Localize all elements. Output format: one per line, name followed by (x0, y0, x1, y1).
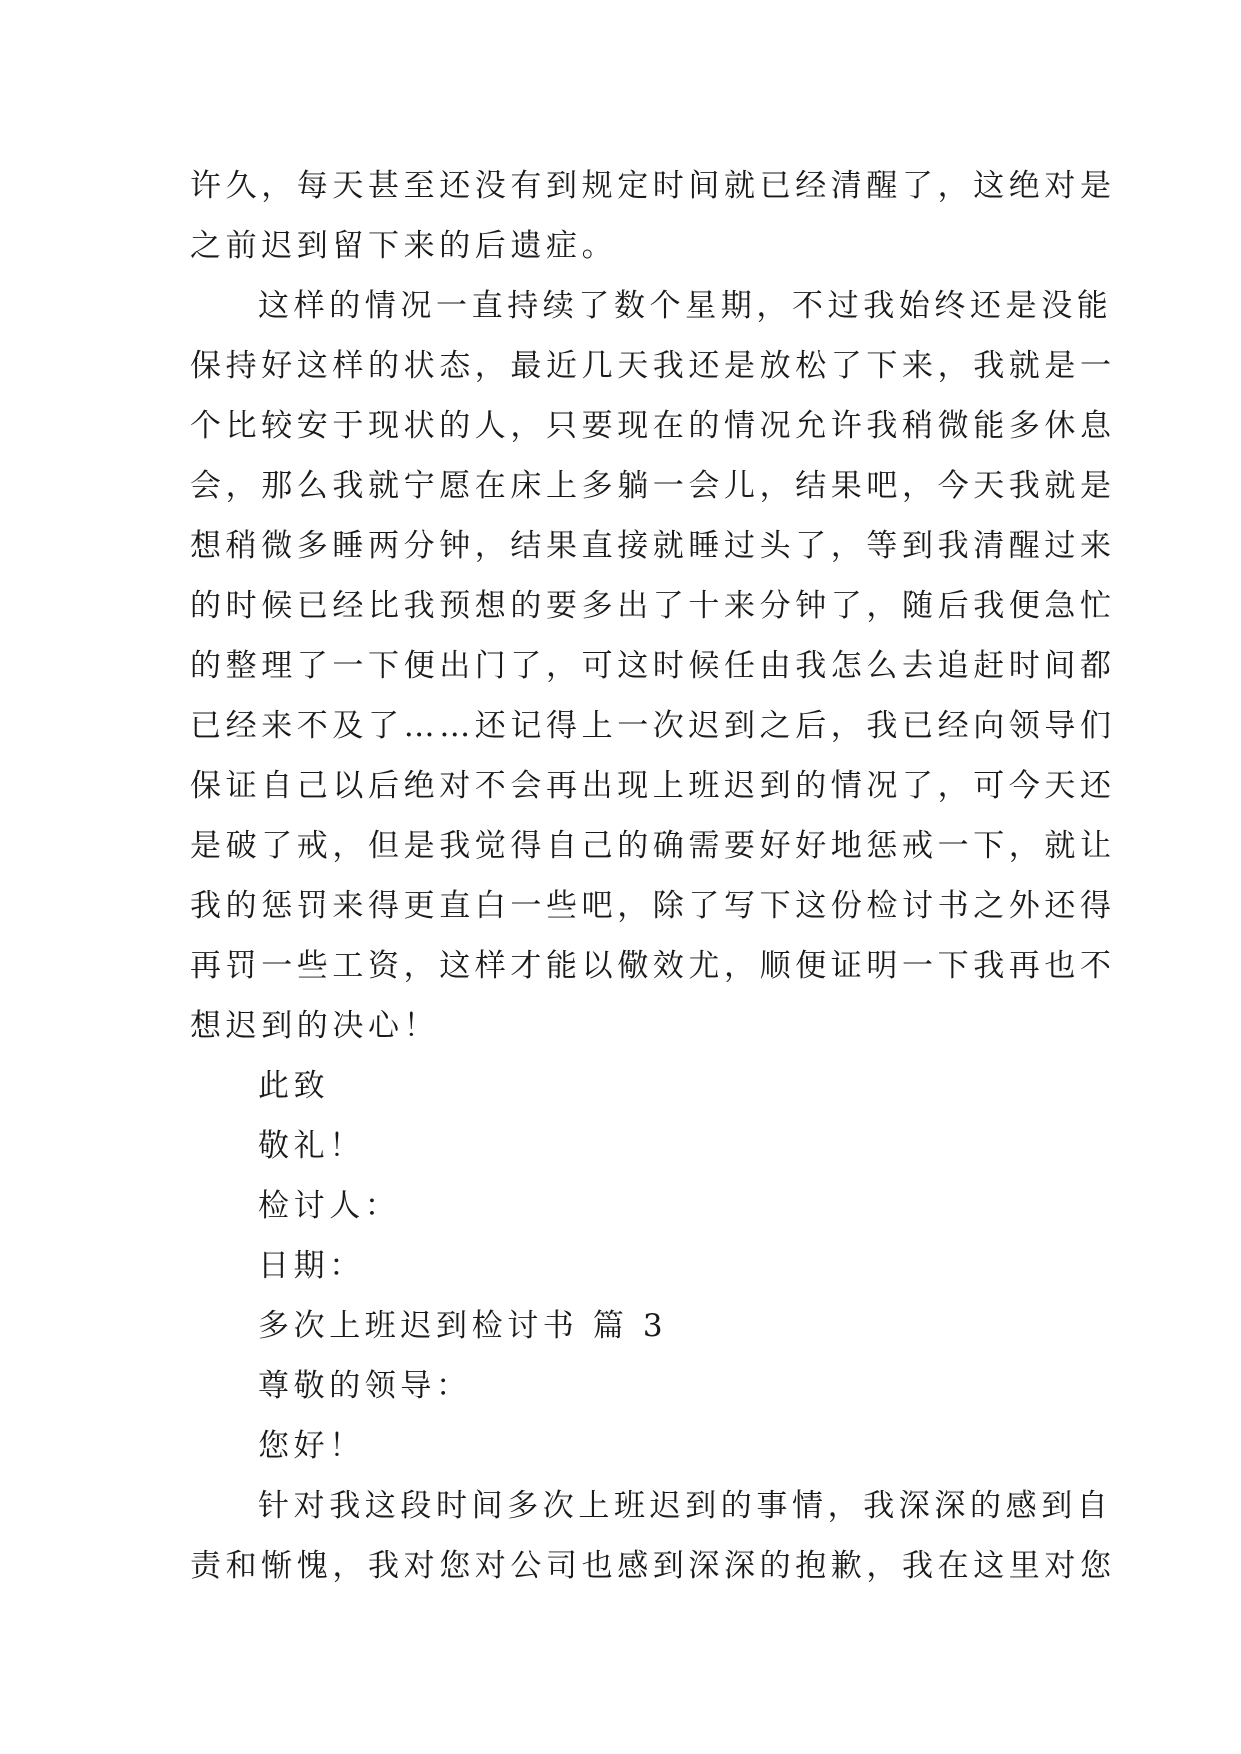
text-line: 个比较安于现状的人，只要现在的情况允许我稍微能多休息 (190, 408, 1116, 444)
text-line: 我的惩罚来得更直白一些吧，除了写下这份检讨书之外还得 (190, 888, 1116, 924)
text-line: 已经来不及了……还记得上一次迟到之后，我已经向领导们 (190, 708, 1116, 744)
text-line: 会，那么我就宁愿在床上多躺一会儿，结果吧，今天我就是 (190, 468, 1116, 504)
text-line: 许久，每天甚至还没有到规定时间就已经清醒了，这绝对是 (190, 168, 1116, 204)
text-line: 是破了戒，但是我觉得自己的确需要好好地惩戒一下，就让 (190, 828, 1116, 864)
text-line: 再罚一些工资，这样才能以儆效尤，顺便证明一下我再也不 (190, 948, 1116, 984)
section-heading: 多次上班迟到检讨书 篇 3 (258, 1308, 668, 1344)
text-line: 保持好这样的状态，最近几天我还是放松了下来，我就是一 (190, 348, 1116, 384)
closing-salutation: 此致 (258, 1068, 330, 1104)
text-line: 保证自己以后绝对不会再出现上班迟到的情况了，可今天还 (190, 768, 1116, 804)
greeting: 尊敬的领导： (258, 1368, 472, 1404)
text-line: 想迟到的决心！ (190, 1008, 440, 1044)
paragraph-first-line: 这样的情况一直持续了数个星期，不过我始终还是没能 (258, 288, 1113, 324)
text-line: 想稍微多睡两分钟，结果直接就睡过头了，等到我清醒过来 (190, 528, 1116, 564)
text-line: 的整理了一下便出门了，可这时候任由我怎么去追赶时间都 (190, 648, 1116, 684)
text-line: 之前迟到留下来的后遗症。 (190, 228, 618, 264)
text-line: 责和惭愧，我对您对公司也感到深深的抱歉，我在这里对您 (190, 1548, 1116, 1584)
date-label: 日期： (258, 1248, 365, 1284)
closing-regards: 敬礼！ (258, 1128, 365, 1164)
paragraph-first-line: 针对我这段时间多次上班迟到的事情，我深深的感到自 (258, 1488, 1113, 1524)
signature-label: 检讨人： (258, 1188, 401, 1224)
text-line: 的时候已经比我预想的要多出了十来分钟了，随后我便急忙 (190, 588, 1116, 624)
greeting-hello: 您好！ (258, 1428, 365, 1464)
